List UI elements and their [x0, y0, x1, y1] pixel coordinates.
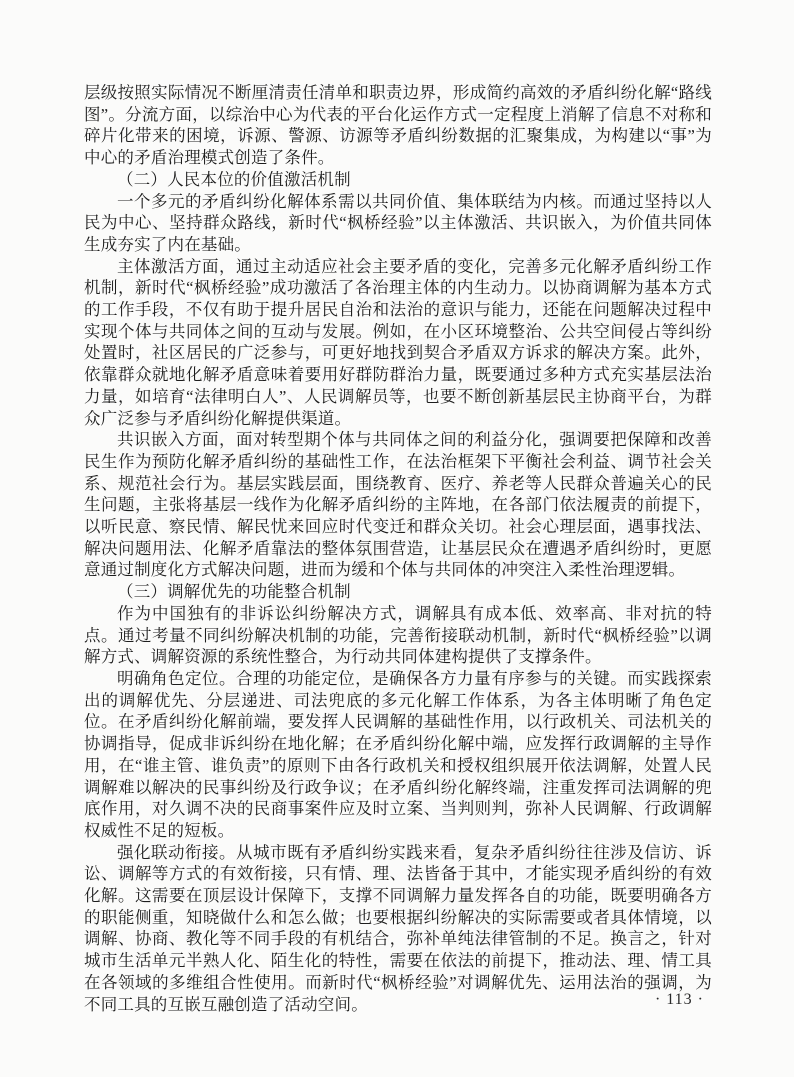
paragraph-body: 强化联动衔接。从城市既有矛盾纠纷实践来看，复杂矛盾纠纷往往涉及信访、诉讼、调解等方式的有效衔接，只有情、理、法皆备于其中，才能实现矛盾纠纷的有效化解。这需要在顶层设计保障下，支撑不同调解力量发挥各自的功能，既要明确各方的职能侧重，知晓做什么和怎么做；也要根据纠纷解决的实际需要或者具体情境，以调解、协商、教化等不同手段的有机结合，弥补单纯法律管制的不足。换言之，针对城市生活单元半熟人化、陌生化的特性，需要在依法的前提下，推动法、理、情工具在各领域的多维组合性使用。而新时代“枫桥经验”对调解优先、运用法治的强调，为不同工具的互嵌互融创造了活动空间。	[84, 842, 712, 1014]
page-number	[84, 991, 712, 1009]
section-heading-mediation-priority: （三）调解优先的功能整合机制	[117, 582, 351, 602]
page-content	[84, 82, 712, 1015]
section-heading-value-activation: （二）人民本位的价值激活机制	[117, 169, 351, 189]
paragraph-body: 一个多元的矛盾纠纷化解体系需以共同价值、集体联结为内核。而通过坚持以人民为中心、坚持群众路线，新时代“枫桥经验”以主体激活、共识嵌入，为价值共同体生成夯实了内在基础。	[84, 191, 712, 254]
paragraph-body: 作为中国独有的非诉讼纠纷解决方式，调解具有成本低、效率高、非对抗的特点。通过考量不同纠纷解决机制的功能，完善衔接联动机制，新时代“枫桥经验”以调解方式、调解资源的系统性整合，为行动共同体建构提供了支撑条件。	[84, 603, 712, 667]
paragraph-body: 主体激活方面，通过主动适应社会主要矛盾的变化，完善多元化解矛盾纠纷工作机制，新时代“枫桥经验”成功激活了各治理主体的内生动力。以协商调解为基本方式的工作手段，不仅有助于提升居民自治和法治的意识与能力，还能在问题解决过程中实现个体与共同体之间的互动与发展。例如，在小区环境整治、公共空间侵占等纠纷处置时，社区居民的广泛参与，可更好地找到契合矛盾双方诉求的解决方案。此外，依靠群众就地化解矛盾意味着要用好群防群治力量，既要通过多种方式充实基层法治力量，如培育“法律明白人”、人民调解员等，也要不断创新基层民主协商平台，为群众广泛参与矛盾纠纷化解提供渠道。	[84, 256, 712, 428]
paragraph-body: 明确角色定位。合理的功能定位，是确保各方力量有序参与的关键。而实践探索出的调解优先、分层递进、司法兜底的多元化解工作体系，为各主体明晰了角色定位。在矛盾纠纷化解前端，要发挥人民调解的基础性作用，以行政机关、司法机关的协调指导，促成非诉纠纷在地化解；在矛盾纠纷化解中端，应发挥行政调解的主导作用，在“谁主管、谁负责”的原则下由各行政机关和授权组织展开依法调解，处置人民调解难以解决的民事纠纷及行政争议；在矛盾纠纷化解终端，注重发挥司法调解的兜底作用，对久调不决的民商事案件应及时立案、当判则判，弥补人民调解、行政调解权威性不足的短板。	[84, 668, 712, 840]
page-number-text: · 113 ·	[654, 991, 704, 1008]
paragraph-body: 共识嵌入方面，面对转型期个体与共同体之间的利益分化，强调要把保障和改善民生作为预防化解矛盾纠纷的基础性工作，在法治框架下平衡社会利益、调节社会关系、规范社会行为。基层实践层面，围绕教育、医疗、养老等人民群众普遍关心的民生问题，主张将基层一线作为化解矛盾纠纷的主阵地，在各部门依法履责的前提下，以听民意、察民情、解民忧来回应时代变迁和群众关切。社会心理层面，遇事找法、解决问题用法、化解矛盾靠法的整体氛围营造，让基层民众在遭遇矛盾纠纷时，更愿意通过制度化方式解决问题，进而为缓和个体与共同体的冲突注入柔性治理逻辑。	[84, 430, 712, 580]
paragraph-continuation: 层级按照实际情况不断厘清责任清单和职责边界，形成简约高效的矛盾纠纷化解“路线图”。分流方面，以综治中心为代表的平台化运作方式一定程度上消解了信息不对称和碎片化带来的困境，诉源、警源、访源等矛盾纠纷数据的汇聚集成，为构建以“事”为中心的矛盾治理模式创造了条件。	[84, 83, 712, 168]
